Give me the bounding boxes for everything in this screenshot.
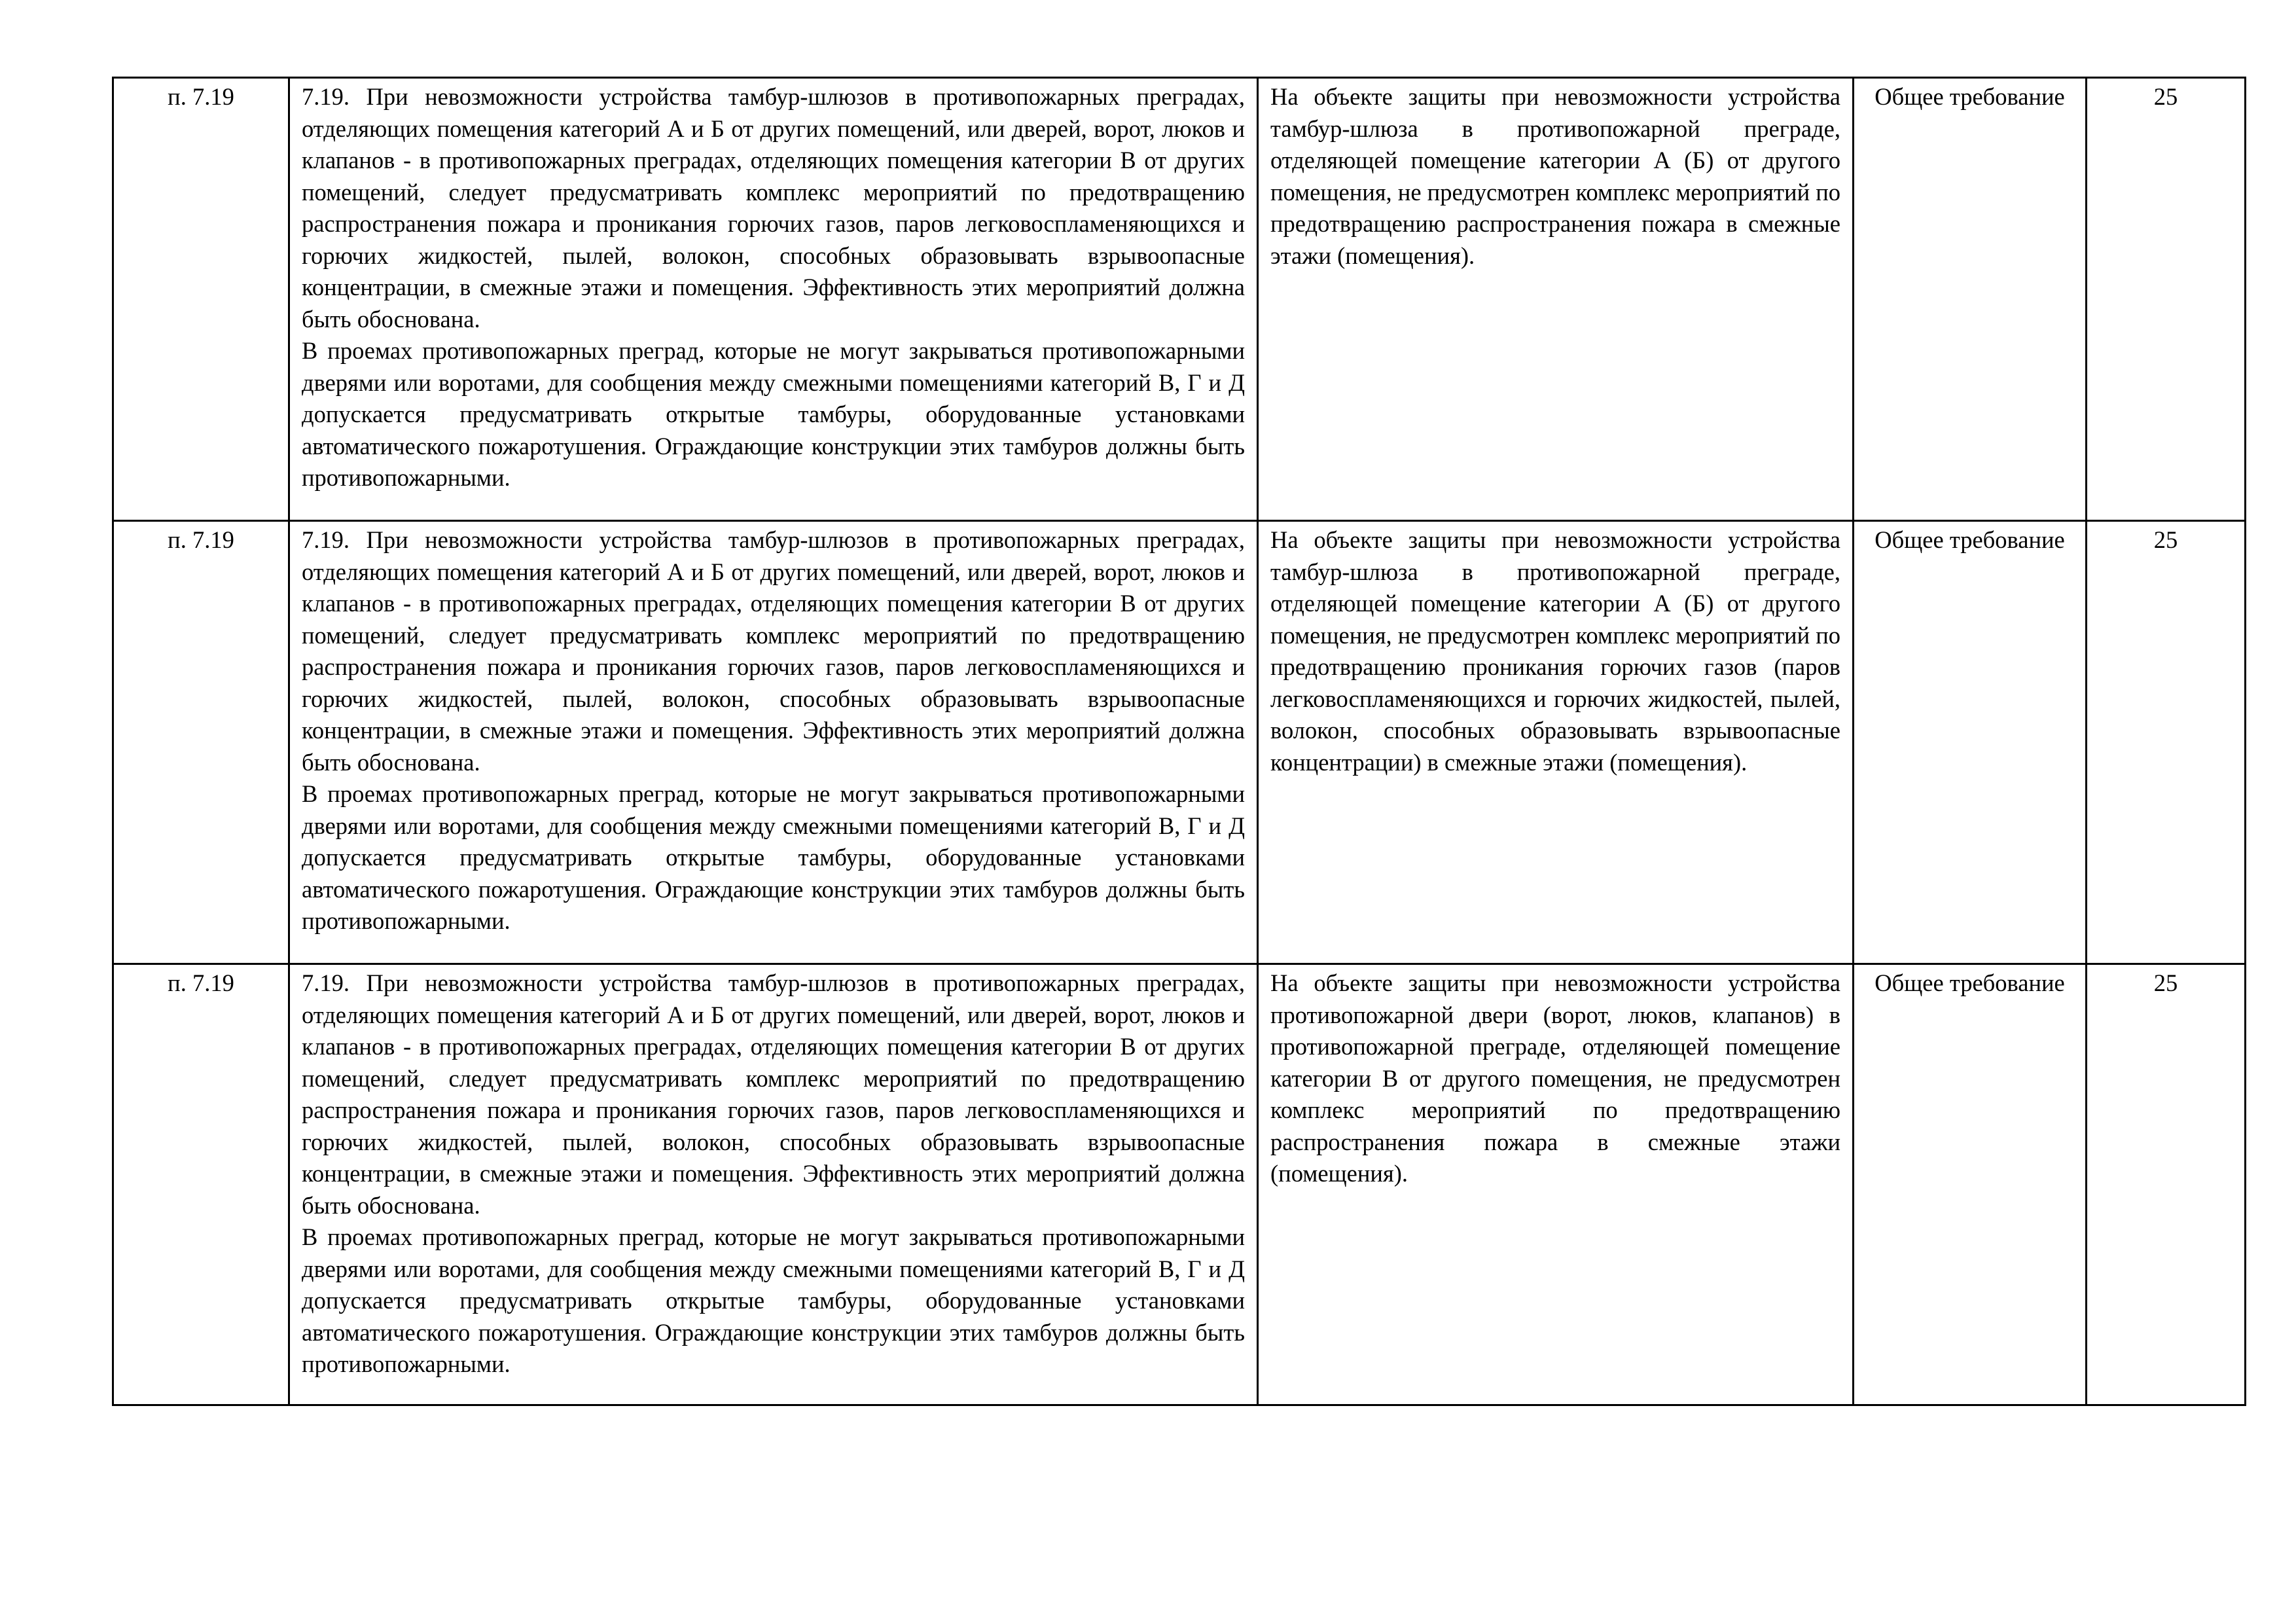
clause-reference-cell: п. 7.19 bbox=[113, 964, 289, 1405]
requirement-text-cell bbox=[289, 78, 1258, 521]
document-page bbox=[112, 77, 2244, 1406]
clause-reference-cell: п. 7.19 bbox=[113, 521, 289, 964]
requirement-paragraph: В проемах противопожарных преград, которые не могут закрываться противопожарными дверями или воротами, для сообщения между смежными помещениями категорий В, Г и Д допускается предусматривать открытые тамбуры, оборудованные установками автоматического пожаротушения. Ограждающие конструкции этих тамбуров должны быть противопожарными. bbox=[302, 780, 1245, 934]
clause-reference-cell: п. 7.19 bbox=[113, 78, 289, 521]
violation-description-cell: На объекте защиты при невозможности устройства тамбур-шлюза в противопожарной преграде, отделяющей помещение категории А (Б) от другого помещения, не предусмотрен комплекс мероприятий по предотвращению проникания горючих газов (паров легковоспламеняющихся и горючих жидкостей, пылей, волокон, способных образовывать взрывоопасные концентрации) в смежные этажи (помещения). bbox=[1258, 521, 1854, 964]
requirement-type-cell: Общее требование bbox=[1854, 78, 2087, 521]
item-number-cell: 25 bbox=[2087, 964, 2246, 1405]
requirement-paragraph: 7.19. При невозможности устройства тамбур-шлюзов в противопожарных преградах, отделяющих помещения категорий А и Б от других помещений, или дверей, ворот, люков и клапанов - в противопожарных преградах, отделяющих помещения категории В от других помещений, следует предусматривать комплекс мероприятий по предотвращению распространения пожара и проникания горючих газов, паров легковоспламеняющихся и горючих жидкостей, пылей, волокон, способных образовывать взрывоопасные концентрации, в смежные этажи и помещения. Эффективность этих мероприятий должна быть обоснована. bbox=[302, 83, 1245, 333]
requirement-text-cell bbox=[289, 521, 1258, 964]
item-number-cell: 25 bbox=[2087, 521, 2246, 964]
requirement-paragraph: В проемах противопожарных преград, которые не могут закрываться противопожарными дверями или воротами, для сообщения между смежными помещениями категорий В, Г и Д допускается предусматривать открытые тамбуры, оборудованные установками автоматического пожаротушения. Ограждающие конструкции этих тамбуров должны быть противопожарными. bbox=[302, 1223, 1245, 1377]
violation-description-cell: На объекте защиты при невозможности устройства противопожарной двери (ворот, люков, клапанов) в противопожарной преграде, отделяющей помещение категории В от другого помещения, не предусмотрен комплекс мероприятий по предотвращению распространения пожара в смежные этажи (помещения). bbox=[1258, 964, 1854, 1405]
table-row bbox=[113, 78, 2246, 521]
requirement-type-cell: Общее требование bbox=[1854, 964, 2087, 1405]
requirement-paragraph: В проемах противопожарных преград, которые не могут закрываться противопожарными дверями или воротами, для сообщения между смежными помещениями категорий В, Г и Д допускается предусматривать открытые тамбуры, оборудованные установками автоматического пожаротушения. Ограждающие конструкции этих тамбуров должны быть противопожарными. bbox=[302, 337, 1245, 491]
requirements-table bbox=[112, 77, 2246, 1406]
requirement-type-cell: Общее требование bbox=[1854, 521, 2087, 964]
item-number-cell: 25 bbox=[2087, 78, 2246, 521]
requirement-paragraph: 7.19. При невозможности устройства тамбур-шлюзов в противопожарных преградах, отделяющих помещения категорий А и Б от других помещений, или дверей, ворот, люков и клапанов - в противопожарных преградах, отделяющих помещения категории В от других помещений, следует предусматривать комплекс мероприятий по предотвращению распространения пожара и проникания горючих газов, паров легковоспламеняющихся и горючих жидкостей, пылей, волокон, способных образовывать взрывоопасные концентрации, в смежные этажи и помещения. Эффективность этих мероприятий должна быть обоснована. bbox=[302, 526, 1245, 776]
violation-description-cell: На объекте защиты при невозможности устройства тамбур-шлюза в противопожарной преграде, отделяющей помещение категории А (Б) от другого помещения, не предусмотрен комплекс мероприятий по предотвращению распространения пожара в смежные этажи (помещения). bbox=[1258, 78, 1854, 521]
requirement-paragraph: 7.19. При невозможности устройства тамбур-шлюзов в противопожарных преградах, отделяющих помещения категорий А и Б от других помещений, или дверей, ворот, люков и клапанов - в противопожарных преградах, отделяющих помещения категории В от других помещений, следует предусматривать комплекс мероприятий по предотвращению распространения пожара и проникания горючих газов, паров легковоспламеняющихся и горючих жидкостей, пылей, волокон, способных образовывать взрывоопасные концентрации, в смежные этажи и помещения. Эффективность этих мероприятий должна быть обоснована. bbox=[302, 969, 1245, 1219]
requirement-text-cell bbox=[289, 964, 1258, 1405]
table-row bbox=[113, 521, 2246, 964]
table-row bbox=[113, 964, 2246, 1405]
